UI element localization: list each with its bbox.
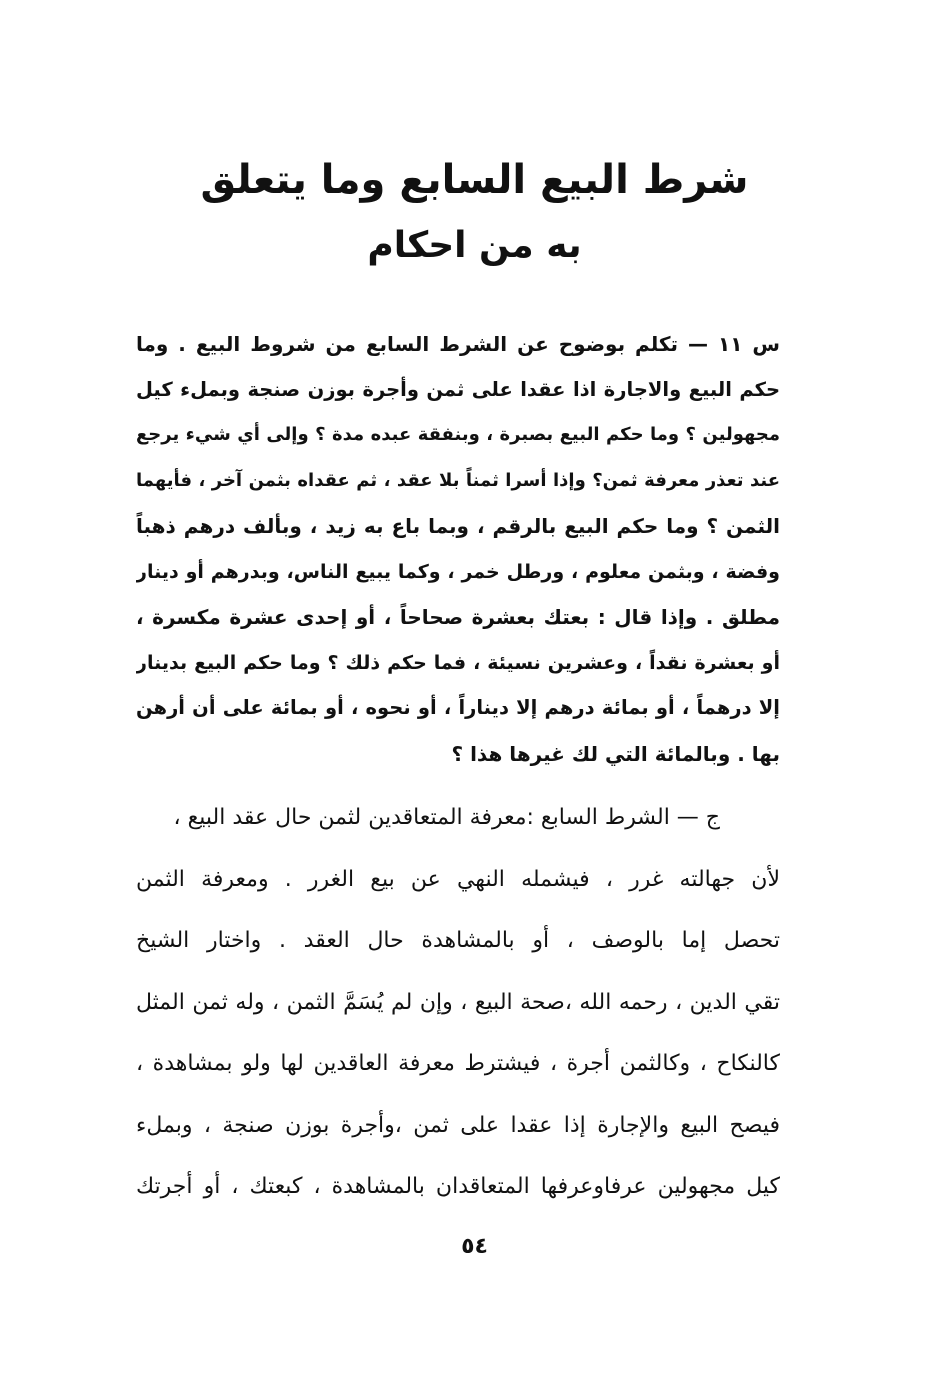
question-line: الثمن ؟ وما حكم البيع بالرقم ، وبما باع به زيد ، وبألف درهم ذهباً	[136, 514, 780, 538]
page-number: ٥٤	[461, 1234, 488, 1259]
question-paragraph	[136, 326, 780, 781]
question-line: وفضة ، وبثمن معلوم ، ورطل خمر ، وكما يبيع الناس، وبدرهم أو دينار	[136, 560, 780, 583]
answer-paragraph	[136, 796, 780, 1227]
question-line: إلا درهماً ، أو بمائة درهم إلا ديناراً ، أو نحوه ، أو بمائة على أن أرهن	[136, 696, 780, 719]
question-line: أو بعشرة نقداً ، وعشرين نسيئة ، فما حكم ذلك ؟ وما حكم البيع بدينار	[136, 651, 780, 674]
question-line: س ١١ — تكلم بوضوح عن الشرط السابع من شروط البيع . وما	[136, 332, 780, 356]
answer-line: ج — الشرط السابع :معرفة المتعاقدين لثمن حال عقد البيع ،	[173, 805, 720, 830]
answer-line: فيصح البيع والإجارة إذا عقدا على ثمن ،وأجرة بوزن صنجة ، وبملء	[136, 1112, 780, 1138]
chapter-title-line-1: شرط البيع السابع وما يتعلق	[200, 157, 749, 203]
answer-line: كيل مجهولين عرفاوعرفها المتعاقدان بالمشاهدة ، كبعتك ، أو أجرتك	[136, 1174, 780, 1199]
question-line: حكم البيع والاجارة اذا عقدا على ثمن وأجرة بوزن صنجة وبملء كيل	[136, 377, 780, 401]
question-line: بها . وبالمائة التي لك غيرها هذا ؟	[451, 741, 780, 766]
question-line: عند تعذر معرفة ثمن؟ وإذا أسرا ثمناً بلا عقد ، ثم عقداه بثمن آخر ، فأيهما	[136, 469, 780, 491]
answer-line: كالنكاح ، وكالثمن أجرة ، فيشترط معرفة العاقدين لها ولو بمشاهدة ،	[136, 1051, 780, 1076]
answer-line: لأن جهالته غرر ، فيشمله النهي عن بيع الغرر . ومعرفة الثمن	[136, 866, 780, 892]
answer-line: تقي الدين ، رحمه الله ،صحة البيع ، وإن لم يُسَمَّ الثمن ، وله ثمن المثل	[136, 989, 780, 1015]
question-line: مجهولين ؟ وما حكم البيع بصبرة ، وبنفقة عبده مدة ؟ وإلى أي شيء يرجع	[136, 424, 780, 445]
answer-line: تحصل إما بالوصف ، أو بالمشاهدة حال العقد . واختار الشيخ	[136, 928, 780, 953]
question-line: مطلق . وإذا قال : بعتك بعشرة صحاحاً ، أو إحدى عشرة مكسرة ،	[136, 605, 780, 629]
chapter-title-line-2: به من احكام	[367, 225, 582, 266]
